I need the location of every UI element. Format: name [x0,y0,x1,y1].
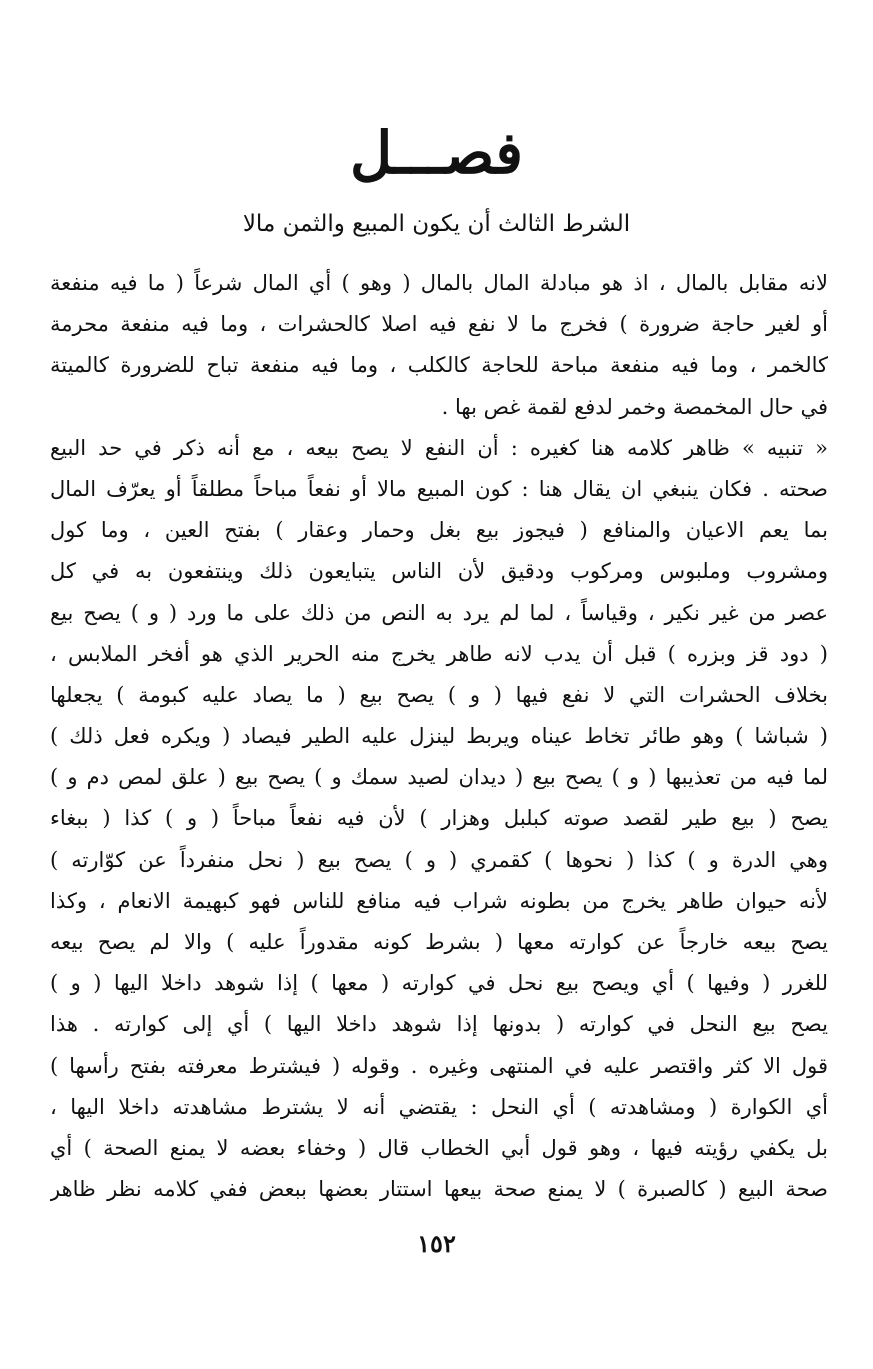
body-text [50,263,828,1210]
text-line: صحة البيع ( كالصبرة ) لا يمنع صحة بيعها استتار بعضها ببعض ففي كلامه نظر ظاهر [50,1177,828,1202]
text-line: ( شباشا ) وهو طائر تخاط عيناه ويربط لينزل عليه الطير فيصاد ( ويكره فعل ذلك ) [50,724,828,749]
section-heading: فصـــل [350,119,523,187]
text-line: بل يكفي رؤيته فيها ، وهو قول أبي الخطاب قال ( وخفاء بعضه لا يمنع الصحة ) أي [50,1135,828,1160]
page-number: ١٥٢ [417,1229,456,1258]
text-line: لما فيه من تعذيبها ( و ) يصح بيع ( ديدان لصيد سمك و ) يصح بيع ( علق لمص دم و ) [50,765,828,790]
text-line: في حال المخمصة وخمر لدفع لقمة غص بها . [441,394,828,419]
text-line: ومشروب وملبوس ومركوب ودقيق لأن الناس يتبايعون ذلك وينتفعون به في كل [50,559,828,584]
text-line: يصح بيع النحل في كوارته ( بدونها إذا شوهد داخلا اليها ) أي إلى كوارته . هذا [50,1012,828,1037]
text-line: أي الكوارة ( ومشاهدته ) أي النحل : يقتضي أنه لا يشترط مشاهدته داخلا اليها ، [50,1094,828,1119]
text-line: عصر من غير نكير ، وقياساً ، لما لم يرد به النص من ذلك على ما ورد ( و ) يصح بيع [50,600,828,625]
text-line: وهي الدرة و ) كذا ( نحوها ) كقمري ( و ) يصح بيع ( نحل منفرداً عن كوّارته ) [50,847,828,872]
text-line: يصح بيعه خارجاً عن كوارته معها ( بشرط كونه مقدوراً عليه ) والا لم يصح بيعه [50,930,828,954]
text-line: صحته . فكان ينبغي ان يقال هنا : كون المبيع مالا أو نفعاً مباحاً مطلقاً أو يعرّف المال [50,476,828,501]
text-line: قول الا كثر واقتصر عليه في المنتهى وغيره . وقوله ( فيشترط معرفته بفتح رأسها ) [50,1053,828,1078]
text-line: بما يعم الاعيان والمنافع ( فيجوز بيع بغل وحمار وعقار ) بفتح العين ، وما كول [50,518,828,543]
text-line: لانه مقابل بالمال ، اذ هو مبادلة المال بالمال ( وهو ) أي المال شرعاً ( ما فيه منفعة [50,271,828,295]
text-line: يصح ( بيع طير لقصد صوته كبلبل وهزار ) لأن فيه نفعاً مباحاً ( و ) كذا ( ببغاء [50,806,828,831]
text-line: للغرر ( وفيها ) أي ويصح بيع نحل في كوارته ( معها ) إذا شوهد داخلا اليها ( و ) [50,971,828,996]
text-line: ( دود قز وبزره ) قبل أن يدب لانه طاهر يخرج منه الحرير الذي هو أفخر الملابس ، [50,641,828,666]
text-line: « تنبيه » ظاهر كلامه هنا كغيره : أن النفع لا يصح بيعه ، مع أنه ذكر في حد البيع [50,435,828,460]
text-line: أو لغير حاجة ضرورة ) فخرج ما لا نفع فيه اصلا كالحشرات ، وما فيه منفعة محرمة [50,312,828,337]
text-line: لأنه حيوان طاهر يخرج من بطونه شراب فيه منافع للناس فهو كبهيمة الانعام ، وكذا [50,888,828,913]
text-line: كالخمر ، وما فيه منفعة مباحة للحاجة كالكلب ، وما فيه منفعة تباح للضرورة كالميتة [50,353,828,378]
text-line: بخلاف الحشرات التي لا نفع فيها ( و ) يصح بيع ( ما يصاد عليه كبومة ) يجعلها [50,682,828,707]
section-subheading: الشرط الثالث أن يكون المبيع والثمن مالا [242,211,631,237]
